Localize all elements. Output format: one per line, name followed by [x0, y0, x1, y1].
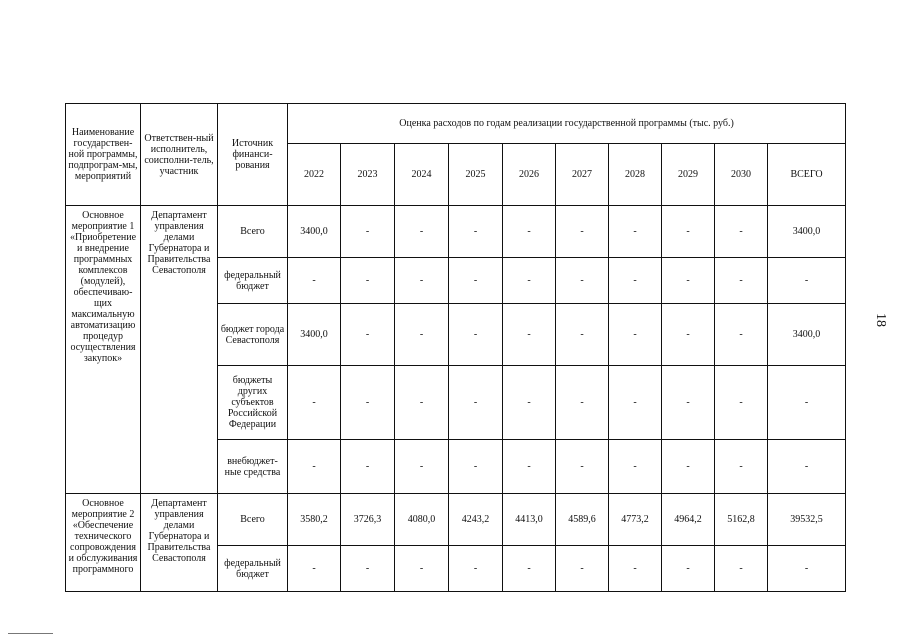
header-year: 2022 [288, 144, 341, 206]
expense-value: - [609, 546, 662, 592]
header-year: 2024 [395, 144, 449, 206]
expense-value: - [503, 366, 556, 440]
header-funding-source: Источник финанси-рования [218, 104, 288, 206]
expense-value: - [715, 366, 768, 440]
expense-value: - [662, 546, 715, 592]
expense-value: 4413,0 [503, 494, 556, 546]
expense-value: - [609, 440, 662, 494]
expense-value: 4080,0 [395, 494, 449, 546]
funding-source: внебюджет-ные средства [218, 440, 288, 494]
expense-value: - [395, 206, 449, 258]
expense-value: - [288, 366, 341, 440]
expense-value: - [449, 258, 503, 304]
expense-value: - [662, 440, 715, 494]
funding-source: федеральный бюджет [218, 258, 288, 304]
expense-value: - [556, 206, 609, 258]
expense-value: - [715, 440, 768, 494]
expense-value: - [288, 546, 341, 592]
expense-value: 4589,6 [556, 494, 609, 546]
expense-value: 3400,0 [768, 206, 846, 258]
expense-value: - [609, 258, 662, 304]
funding-source: Всего [218, 494, 288, 546]
expense-value: - [395, 546, 449, 592]
expense-value: 39532,5 [768, 494, 846, 546]
expense-value: - [341, 304, 395, 366]
funding-source: бюджеты других субъектов Российской Федерации [218, 366, 288, 440]
expense-value: 3400,0 [288, 206, 341, 258]
expense-value: - [449, 440, 503, 494]
table-row [66, 206, 846, 258]
funding-source: федеральный бюджет [218, 546, 288, 592]
header-row [66, 104, 846, 144]
expense-value: 4773,2 [609, 494, 662, 546]
expense-value: - [395, 258, 449, 304]
expense-value: - [341, 546, 395, 592]
expense-value: 5162,8 [715, 494, 768, 546]
page-number: 18 [873, 313, 888, 327]
expense-value: - [395, 440, 449, 494]
expense-value: - [609, 304, 662, 366]
expense-value: - [341, 206, 395, 258]
expense-value: - [288, 258, 341, 304]
header-executor: Ответствен-ный исполнитель, соисполни-тель, участник [141, 104, 218, 206]
expense-value: - [556, 258, 609, 304]
header-expense-estimate: Оценка расходов по годам реализации государственной программы (тыс. руб.) [288, 104, 846, 144]
expense-value: - [449, 304, 503, 366]
expense-value: - [768, 366, 846, 440]
expense-value: - [556, 366, 609, 440]
expense-value: - [556, 304, 609, 366]
expense-value: 3400,0 [288, 304, 341, 366]
header-year: 2030 [715, 144, 768, 206]
expense-value: - [768, 546, 846, 592]
expense-value: - [662, 258, 715, 304]
expense-value: - [503, 440, 556, 494]
activity-name: Основное мероприятие 2 «Обеспечение технического сопровождения и обслуживания программного [66, 494, 141, 592]
table-row [66, 494, 846, 546]
expense-value: - [449, 546, 503, 592]
expense-value: 3580,2 [288, 494, 341, 546]
header-program-name: Наименование государствен-ной программы, подпрограм-мы, мероприятий [66, 104, 141, 206]
expense-value: - [556, 546, 609, 592]
header-year: 2028 [609, 144, 662, 206]
expense-value: - [556, 440, 609, 494]
expense-value: - [503, 206, 556, 258]
expense-value: - [341, 366, 395, 440]
expense-value: - [609, 206, 662, 258]
expense-value: - [449, 366, 503, 440]
header-year: 2026 [503, 144, 556, 206]
expense-value: - [609, 366, 662, 440]
header-year: 2025 [449, 144, 503, 206]
expense-value: - [341, 258, 395, 304]
expense-value: - [715, 206, 768, 258]
funding-source: бюджет города Севастополя [218, 304, 288, 366]
header-year: 2023 [341, 144, 395, 206]
expense-value: - [503, 304, 556, 366]
expense-value: - [715, 546, 768, 592]
header-year: 2029 [662, 144, 715, 206]
expense-value: - [341, 440, 395, 494]
footer-divider [8, 633, 53, 634]
expense-value: - [288, 440, 341, 494]
expense-value: - [449, 206, 503, 258]
responsible-executor: Департамент управления делами Губернатора и Правительства Севастополя [141, 206, 218, 494]
expense-value: - [715, 304, 768, 366]
expense-value: 3400,0 [768, 304, 846, 366]
activity-name: Основное мероприятие 1 «Приобретение и внедрение программных комплексов (модулей), обеспечиваю-щих максимальную автоматизацию процедур осуществления закупок» [66, 206, 141, 494]
expense-value: - [662, 366, 715, 440]
expense-value: - [768, 440, 846, 494]
responsible-executor: Департамент управления делами Губернатора и Правительства Севастополя [141, 494, 218, 592]
expense-value: - [395, 304, 449, 366]
expense-value: - [662, 206, 715, 258]
header-year: 2027 [556, 144, 609, 206]
expenses-table [65, 103, 846, 592]
expense-value: - [503, 546, 556, 592]
expense-value: - [503, 258, 556, 304]
expense-value: 3726,3 [341, 494, 395, 546]
expense-value: - [768, 258, 846, 304]
expense-value: - [662, 304, 715, 366]
header-year: ВСЕГО [768, 144, 846, 206]
expense-value: 4964,2 [662, 494, 715, 546]
funding-source: Всего [218, 206, 288, 258]
expense-value: - [395, 366, 449, 440]
expense-value: 4243,2 [449, 494, 503, 546]
expense-value: - [715, 258, 768, 304]
